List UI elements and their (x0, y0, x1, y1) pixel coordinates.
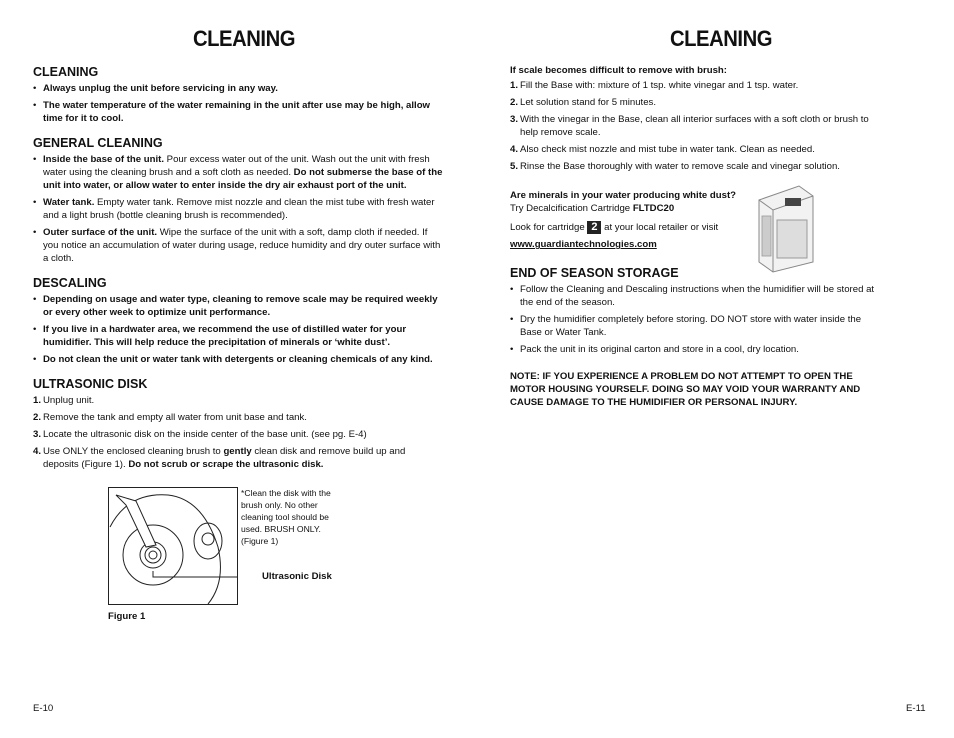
list-item: • Follow the Cleaning and Descaling instructions when the humidifier will be stored at the end of the season. (510, 283, 885, 309)
ultrasonic-steps (33, 394, 443, 471)
scale-heading: If scale becomes difficult to remove with brush: (510, 65, 727, 76)
left-column (33, 64, 443, 475)
ultrasonic-disk-label: Ultrasonic Disk (262, 571, 332, 582)
section-heading-end-of-season-storage: END OF SEASON STORAGE (510, 266, 679, 281)
retailer-line: Look for cartridge 2 at your local retailer or visit (510, 221, 719, 234)
figure-caption: Figure 1 (108, 611, 146, 622)
minerals-question: Are minerals in your water producing white dust? (510, 190, 737, 201)
page-number: E-11 (906, 703, 926, 714)
page-title: CLEANING (193, 26, 296, 51)
general-cleaning-list (33, 153, 443, 265)
list-item: 5. Rinse the Base thoroughly with water to remove scale and vinegar solution. (510, 161, 840, 172)
section-heading-general-cleaning: GENERAL CLEANING (33, 136, 163, 150)
figure-1-illustration (108, 487, 238, 605)
list-item: 1. Unplug unit. (33, 395, 95, 406)
page-title: CLEANING (670, 26, 773, 51)
right-page (477, 0, 954, 738)
section-heading-descaling: DESCALING (33, 276, 107, 290)
cleaning-list (33, 82, 443, 125)
descaling-list (33, 293, 443, 366)
list-item: 3. Locate the ultrasonic disk on the inside center of the base unit. (see pg. E-4) (33, 429, 367, 440)
website-link[interactable]: www.guardiantechnologies.com (510, 239, 657, 251)
warning-note: NOTE: IF YOU EXPERIENCE A PROBLEM DO NOT ATTEMPT TO OPEN THE MOTOR HOUSING YOURSELF. DOING SO MAY VOID YOUR WARRANTY AND CAUSE DAMAGE TO THE HUMIDIFIER OR PERSONAL INJURY. (510, 371, 861, 409)
list-item: • Water tank. Empty water tank. Remove mist nozzle and clean the mist tube with fresh water and a light brush (bottle cleaning brush is recommended). (33, 196, 443, 222)
list-item: • The water temperature of the water remaining in the unit after use may be high, allow time for it to cool. (33, 99, 443, 125)
page-number: E-10 (33, 703, 54, 714)
cartridge-badge: 2 (587, 221, 601, 234)
storage-list (510, 283, 885, 356)
minerals-block (510, 189, 755, 251)
list-item: • If you live in a hardwater area, we recommend the use of distilled water for your humidifier. This will help reduce the precipitation of minerals or ‘white dust’. (33, 323, 443, 349)
list-item: • Do not clean the unit or water tank with detergents or cleaning chemicals of any kind. (33, 353, 443, 366)
list-item: 4. Use ONLY the enclosed cleaning brush to gently clean disk and remove build up and deposits (Figure 1). Do not scrub or scrape the ultrasonic disk. (33, 446, 406, 470)
cartridge-line: Try Decalcification Cartridge FLTDC20 (510, 203, 675, 214)
list-item: • Dry the humidifier completely before storing. DO NOT store with water inside the Base or Water Tank. (510, 313, 885, 339)
list-item: • Always unplug the unit before servicing in any way. (33, 82, 443, 95)
section-heading-ultrasonic-disk: ULTRASONIC DISK (33, 377, 148, 391)
list-item: • Depending on usage and water type, cleaning to remove scale may be required weekly or every other week to optimize unit performance. (33, 293, 443, 319)
list-item: 2. Let solution stand for 5 minutes. (510, 97, 656, 108)
right-column (510, 64, 885, 409)
descaling-steps (510, 79, 885, 173)
list-item: • Inside the base of the unit. Pour excess water out of the unit. Wash out the unit with fresh water using the cleaning brush and a soft cloth as needed. Do not submerse the base of the unit into water, or allow water to enter inside the dry air exhaust port of the unit. (33, 153, 443, 192)
section-heading-cleaning: CLEANING (33, 65, 99, 79)
list-item: 1. Fill the Base with: mixture of 1 tsp. white vinegar and 1 tsp. water. (510, 80, 799, 91)
list-item: • Outer surface of the unit. Wipe the surface of the unit with a soft, damp cloth if needed. If you notice an accumulation of water during usage, reduce humidity and dry outer surface with a cloth. (33, 226, 443, 265)
list-item: 3. With the vinegar in the Base, clean all interior surfaces with a soft cloth or brush to help remove scale. (510, 114, 869, 138)
decalcification-cartridge-image (755, 182, 817, 274)
list-item: 2. Remove the tank and empty all water from unit base and tank. (33, 412, 307, 423)
list-item: • Pack the unit in its original carton and store in a cool, dry location. (510, 343, 885, 356)
figure-note: *Clean the disk with the brush only. No other cleaning tool should be used. BRUSH ONLY. (Figure 1) (241, 488, 331, 546)
list-item: 4. Also check mist nozzle and mist tube in water tank. Clean as needed. (510, 144, 815, 155)
